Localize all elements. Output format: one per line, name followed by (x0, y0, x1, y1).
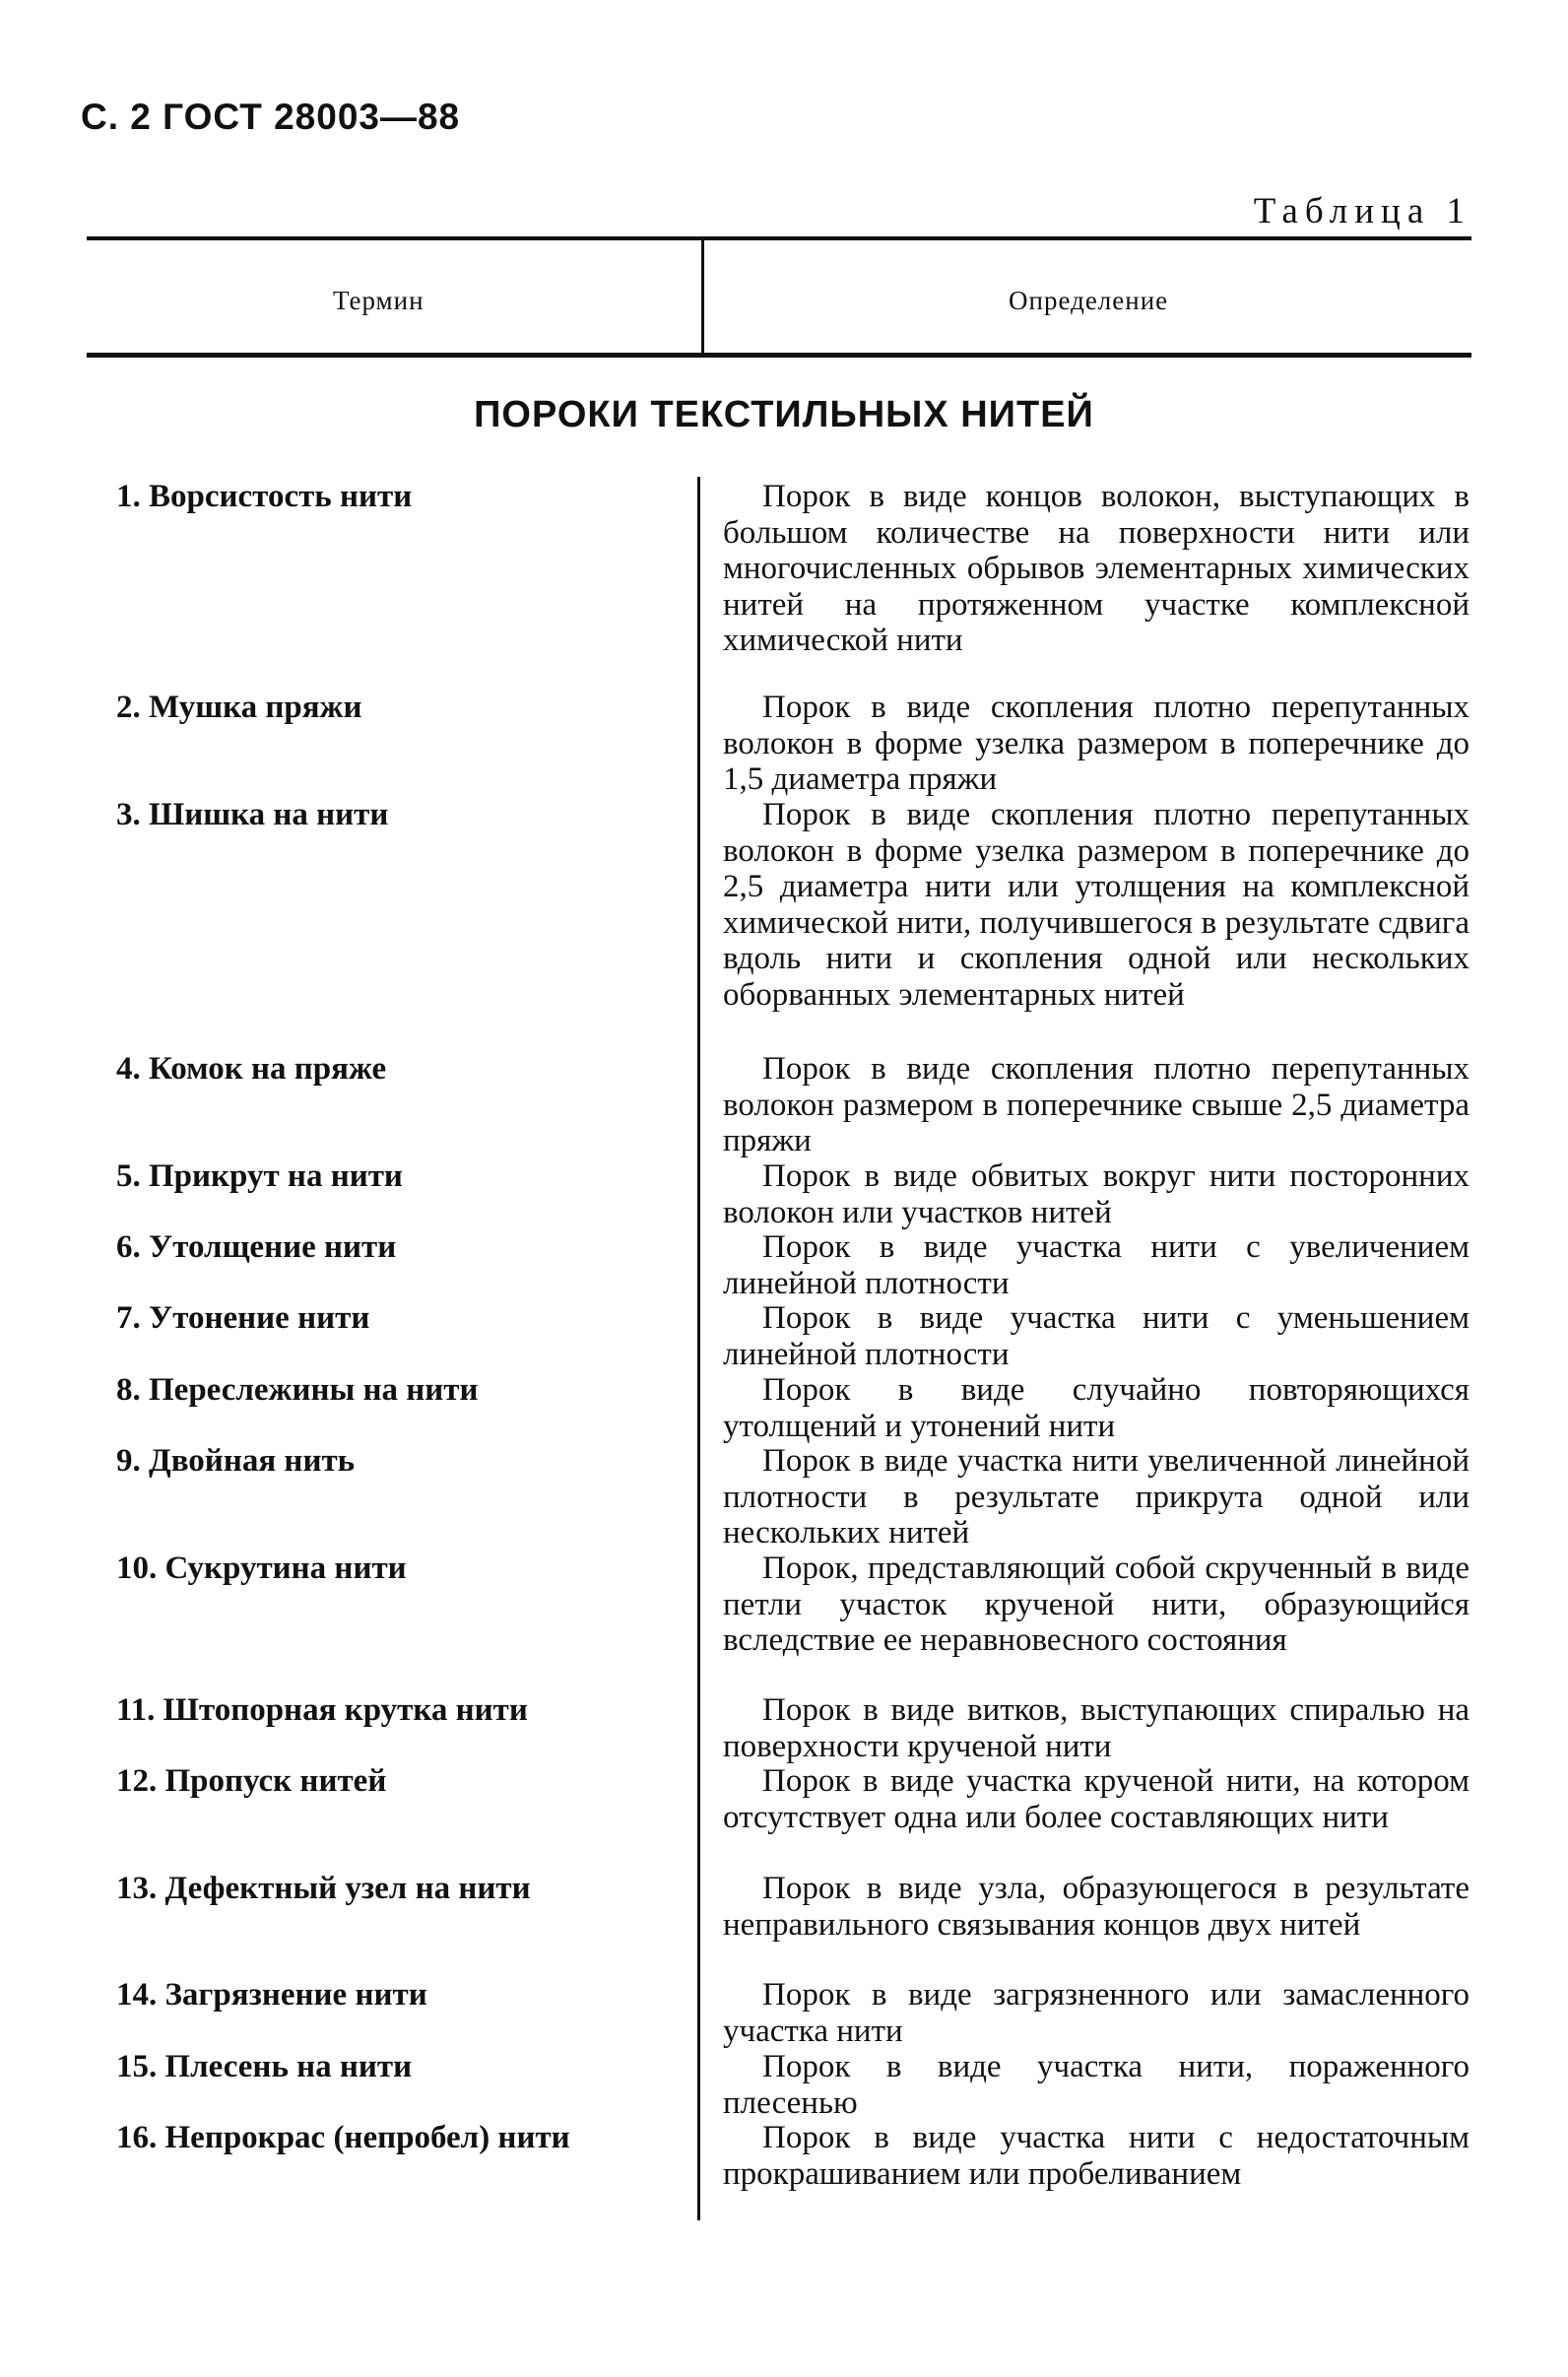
definition-cell: Порок в виде участка нити, пораженного плесенью (723, 2049, 1470, 2121)
definition-cell: Порок в виде участка нити с уменьшением линейной плотности (723, 1300, 1470, 1372)
definition-cell: Порок в виде участка нити увеличенной линейной плотности в результате прикрута одной или нескольких нитей (723, 1443, 1470, 1551)
term-cell: 7. Утонение нити (116, 1300, 370, 1336)
definition-cell: Порок в виде скопления плотно перепутанных волокон размером в поперечнике свыше 2,5 диаметра пряжи (723, 1051, 1470, 1158)
definition-cell: Порок в виде витков, выступающих спиралью на поверхности крученой нити (723, 1692, 1470, 1764)
term-cell: 13. Дефектный узел на нити (116, 1871, 531, 1906)
definition-cell: Порок в виде участка нити с недостаточным прокрашиванием или пробеливанием (723, 2120, 1470, 2192)
term-cell: 10. Сукрутина нити (116, 1551, 407, 1586)
term-cell: 1. Ворсистость нити (116, 479, 413, 514)
definition-cell: Порок в виде участка крученой нити, на котором отсутствует одна или более составляющих нити (723, 1763, 1470, 1835)
section-title: ПОРОКИ ТЕКСТИЛЬНЫХ НИТЕЙ (474, 394, 1094, 435)
page-header: С. 2 ГОСТ 28003—88 (81, 97, 461, 137)
term-cell: 16. Непрокрас (непробел) нити (116, 2120, 570, 2155)
definition-cell: Порок в виде скопления плотно перепутанных волокон в форме узелка размером в поперечнике до 2,5 диаметра нити или утолщения на комплексной химической нити, получившегося в результате сдвига вдоль нити и скопления одной или нескольких оборванных элементарных нитей (723, 797, 1470, 1013)
definition-cell: Порок в виде случайно повторяющихся утолщений и утонений нити (723, 1372, 1470, 1444)
term-cell: 9. Двойная нить (116, 1443, 356, 1479)
definition-cell: Порок в виде скопления плотно перепутанных волокон в форме узелка размером в поперечнике до 1,5 диаметра пряжи (723, 690, 1470, 797)
term-cell: 12. Пропуск нитей (116, 1763, 387, 1799)
term-cell: 11. Штопорная крутка нити (116, 1692, 528, 1728)
definition-cell: Порок в виде узла, образующегося в результате неправильного связывания концов двух нитей (723, 1871, 1470, 1943)
column-header-definition: Определение (1009, 286, 1169, 315)
term-cell: 4. Комок на пряже (116, 1051, 387, 1087)
term-cell: 5. Прикрут на нити (116, 1158, 403, 1194)
definition-cell: Порок, представляющий собой скрученный в виде петли участок крученой нити, образующийся вследствие ее неравновесного состояния (723, 1551, 1470, 1658)
term-cell: 6. Утолщение нити (116, 1229, 397, 1265)
term-cell: 14. Загрязнение нити (116, 1977, 427, 2013)
definition-cell: Порок в виде участка нити с увеличением линейной плотности (723, 1229, 1470, 1301)
definition-cell: Порок в виде концов волокон, выступающих в большом количестве на поверхности нити или многочисленных обрывов элементарных химических нитей на протяженном участке комплексной химической нити (723, 479, 1470, 658)
definition-cell: Порок в виде загрязненного или замасленного участка нити (723, 1977, 1470, 2049)
term-cell: 15. Плесень на нити (116, 2049, 413, 2084)
term-cell: 2. Мушка пряжи (116, 690, 362, 725)
term-cell: 8. Переслежины на нити (116, 1372, 479, 1408)
definition-cell: Порок в виде обвитых вокруг нити посторонних волокон или участков нитей (723, 1158, 1470, 1230)
column-header-term: Термин (333, 286, 425, 315)
table-label: Таблица 1 (1253, 191, 1471, 231)
term-cell: 3. Шишка на нити (116, 797, 389, 832)
